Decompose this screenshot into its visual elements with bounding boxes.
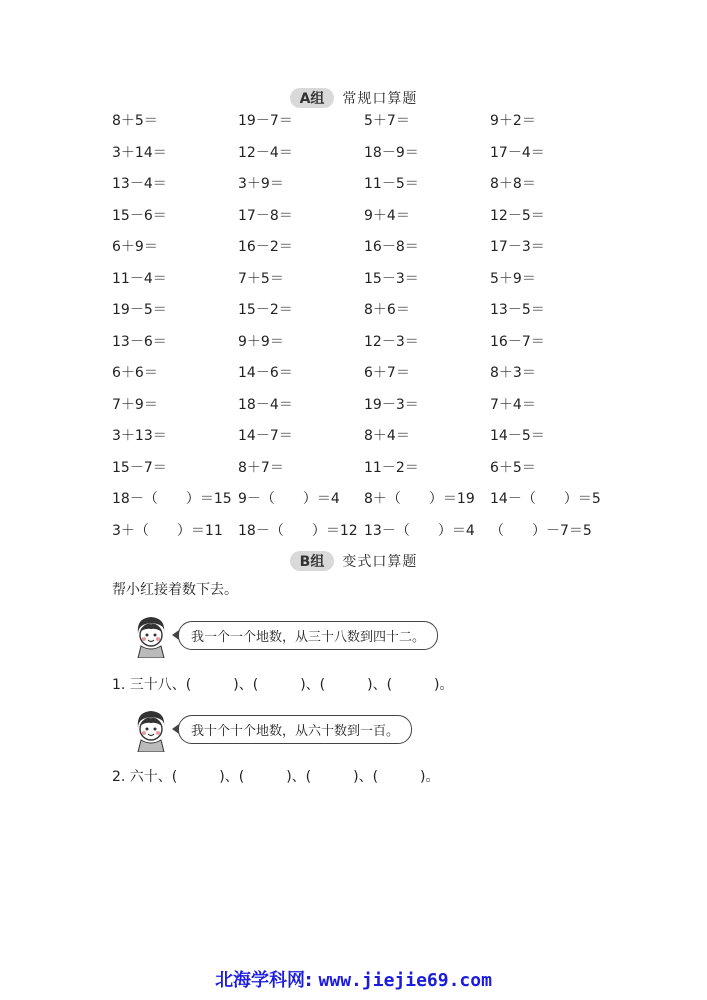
math-problem: 18－4＝ [238, 396, 293, 413]
math-problem: 14－（ ）＝5 [490, 491, 601, 507]
math-problem: 3＋14＝ [112, 144, 167, 161]
math-problem: 8＋3＝ [490, 365, 536, 381]
math-problem: 19－7＝ [238, 113, 293, 129]
footer-site-name: 北海学科网: [215, 970, 313, 991]
math-problem: （ ）－7＝5 [490, 522, 592, 539]
math-problem: 18－（ ）＝15 [112, 491, 232, 507]
math-problem: 16－2＝ [238, 239, 293, 255]
math-problem: 17－3＝ [490, 239, 545, 255]
math-problem: 15－6＝ [112, 207, 167, 224]
math-problem: 19－5＝ [112, 302, 167, 318]
footer-watermark [0, 966, 707, 992]
math-problem: 8＋（ ）＝19 [364, 491, 475, 507]
math-problem: 16－7＝ [490, 333, 545, 350]
group-b-badge: B组 [290, 551, 335, 571]
math-problem: 9＋4＝ [364, 207, 410, 224]
math-problem: 15－7＝ [112, 459, 167, 476]
math-problem: 11－4＝ [112, 270, 167, 287]
group-a-header [0, 87, 707, 109]
math-problem: 5＋9＝ [490, 270, 536, 287]
math-problem: 14－5＝ [490, 428, 545, 444]
math-problem: 13－5＝ [490, 302, 545, 318]
girl-illustration [130, 612, 172, 658]
math-problem: 8＋7＝ [238, 459, 284, 476]
group-b-header [0, 550, 707, 572]
footer-url[interactable]: www.jiejie69.com [318, 970, 492, 991]
math-problem: 12－5＝ [490, 207, 545, 224]
math-problem: 13－6＝ [112, 333, 167, 350]
math-problem: 3＋9＝ [238, 176, 284, 192]
speech-bubble-1: 我一个一个地数，从三十八数到四十二。 [178, 621, 438, 650]
math-problem: 6＋7＝ [364, 365, 410, 381]
math-problem: 13－4＝ [112, 176, 167, 192]
group-a-title: 常规口算题 [342, 91, 418, 107]
math-problem: 13－（ ）＝4 [364, 522, 475, 539]
math-problem: 12－3＝ [364, 333, 419, 350]
math-problem: 16－8＝ [364, 239, 419, 255]
math-problem: 7＋4＝ [490, 396, 536, 413]
math-problem: 3＋（ ）＝11 [112, 522, 223, 539]
speech-row-1 [130, 612, 438, 658]
math-problem: 5＋7＝ [364, 113, 410, 129]
math-problem: 6＋9＝ [112, 239, 158, 255]
answer-line-1: 1. 三十八、( )、( )、( )、( )。 [112, 677, 454, 693]
math-problem: 6＋5＝ [490, 459, 536, 476]
math-problem: 19－3＝ [364, 396, 419, 413]
math-problem: 9＋9＝ [238, 333, 284, 350]
math-problem: 6＋6＝ [112, 365, 158, 381]
math-problem: 9＋2＝ [490, 113, 536, 129]
math-problem: 17－4＝ [490, 144, 545, 161]
group-a-badge: A组 [290, 88, 335, 108]
math-problem: 9－（ ）＝4 [238, 491, 340, 507]
answer-line-2: 2. 六十、( )、( )、( )、( )。 [112, 769, 440, 785]
math-problem: 8＋4＝ [364, 428, 410, 444]
speech-row-2 [130, 706, 412, 752]
math-problem: 14－6＝ [238, 365, 293, 381]
math-problem: 18－（ ）＝12 [238, 522, 358, 539]
math-problem: 11－5＝ [364, 176, 419, 192]
instruction-text: 帮小红接着数下去。 [112, 582, 238, 598]
math-problem: 14－7＝ [238, 428, 293, 444]
math-problem: 8＋5＝ [112, 113, 158, 129]
math-problem: 15－2＝ [238, 302, 293, 318]
group-b-title: 变式口算题 [342, 554, 418, 570]
girl-illustration [130, 706, 172, 752]
math-problem: 12－4＝ [238, 144, 293, 161]
math-problem: 17－8＝ [238, 207, 293, 224]
math-problem: 3＋13＝ [112, 428, 167, 444]
math-problem: 8＋6＝ [364, 302, 410, 318]
math-problem: 8＋8＝ [490, 176, 536, 192]
math-problem: 7＋9＝ [112, 396, 158, 413]
math-problem: 11－2＝ [364, 459, 419, 476]
problem-grid [112, 111, 632, 552]
math-problem: 18－9＝ [364, 144, 419, 161]
math-problem: 15－3＝ [364, 270, 419, 287]
speech-bubble-2: 我十个十个地数，从六十数到一百。 [178, 715, 412, 744]
math-problem: 7＋5＝ [238, 270, 284, 287]
